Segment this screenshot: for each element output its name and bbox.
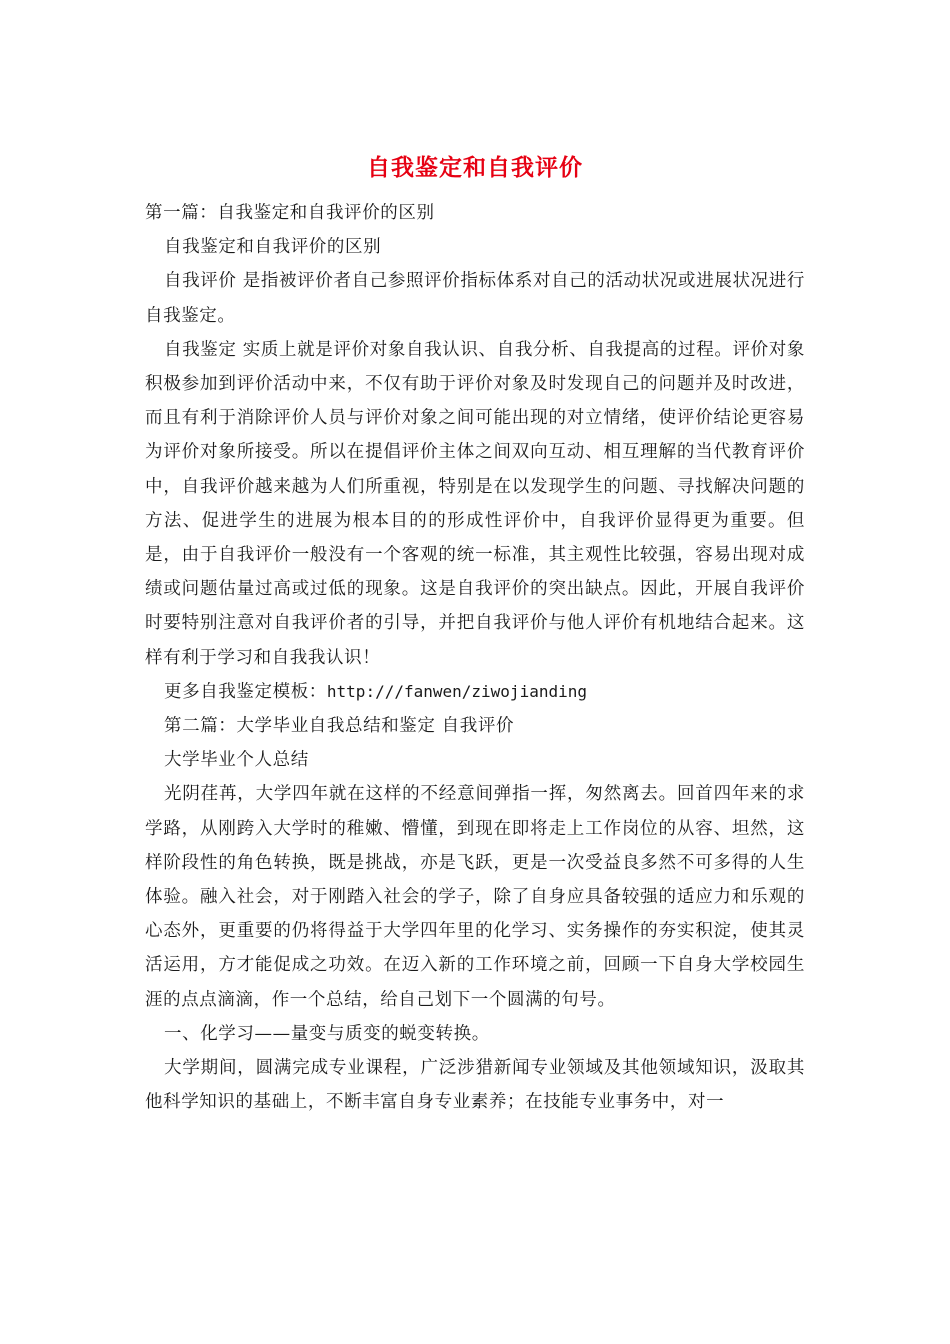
subheading-1: 自我鉴定和自我评价的区别	[164, 237, 382, 258]
template-link-label: 更多自我鉴定模板：	[164, 681, 327, 702]
paragraph-graduation-summary: 光阴荏苒，大学四年就在这样的不经意间弹指一挥，匆然离去。回首四年来的求学路，从刚跨入大学时的稚嫩、懵懂，到现在即将走上工作岗位的从容、坦然，这样阶段性的角色转换，既是挑战，亦是飞跃，更是一次受益良多然不可多得的人生体验。融入社会，对于刚踏入社会的学子，除了自身应具备较强的适应力和乐观的心态外，更重要的仍将得益于大学四年里的化学习、实务操作的夯实积淀，使其灵活运用，方才能促成之功效。在迈入新的工作环境之前，回顾一下自身大学校园生涯的点点滴滴，作一个总结，给自己划下一个圆满的句号。	[145, 784, 805, 1010]
paragraph-self-evaluation-definition: 自我评价 是指被评价者自己参照评价指标体系对自己的活动状况或进展状况进行自我鉴定。	[145, 271, 805, 326]
section-heading-2: 第二篇：大学毕业自我总结和鉴定 自我评价	[164, 716, 515, 737]
paragraph-study-details: 大学期间，圆满完成专业课程，广泛涉猎新闻专业领域及其他领域知识，汲取其他科学知识的基础上，不断丰富自身专业素养；在技能专业事务中，对一	[145, 1058, 805, 1113]
subheading-study: 一、化学习——量变与质变的蜕变转换。	[164, 1023, 490, 1044]
document-body	[145, 196, 805, 1119]
paragraph-self-appraisal-explanation: 自我鉴定 实质上就是评价对象自我认识、自我分析、自我提高的过程。评价对象积极参加到评价活动中来，不仅有助于评价对象及时发现自己的问题并及时改进，而且有利于消除评价人员与评价对象之间可能出现的对立情绪，使评价结论更容易为评价对象所接受。所以在提倡评价主体之间双向互动、相互理解的当代教育评价中，自我评价越来越为人们所重视，特别是在以发现学生的问题、寻找解决问题的方法、促进学生的进展为根本目的的形成性评价中，自我评价显得更为重要。但是，由于自我评价一般没有一个客观的统一标准，其主观性比较强，容易出现对成绩或问题估量过高或过低的现象。这是自我评价的突出缺点。因此，开展自我评价时要特别注意对自我评价者的引导，并把自我评价与他人评价有机地结合起来。这样有利于学习和自我我认识！	[145, 339, 805, 668]
subheading-2: 大学毕业个人总结	[164, 750, 309, 771]
template-link-line	[145, 675, 805, 709]
section-heading-1: 第一篇：自我鉴定和自我评价的区别	[145, 203, 435, 223]
document-title: 自我鉴定和自我评价	[367, 154, 583, 181]
template-link-url[interactable]: http:///fanwen/ziwojianding	[326, 681, 587, 701]
